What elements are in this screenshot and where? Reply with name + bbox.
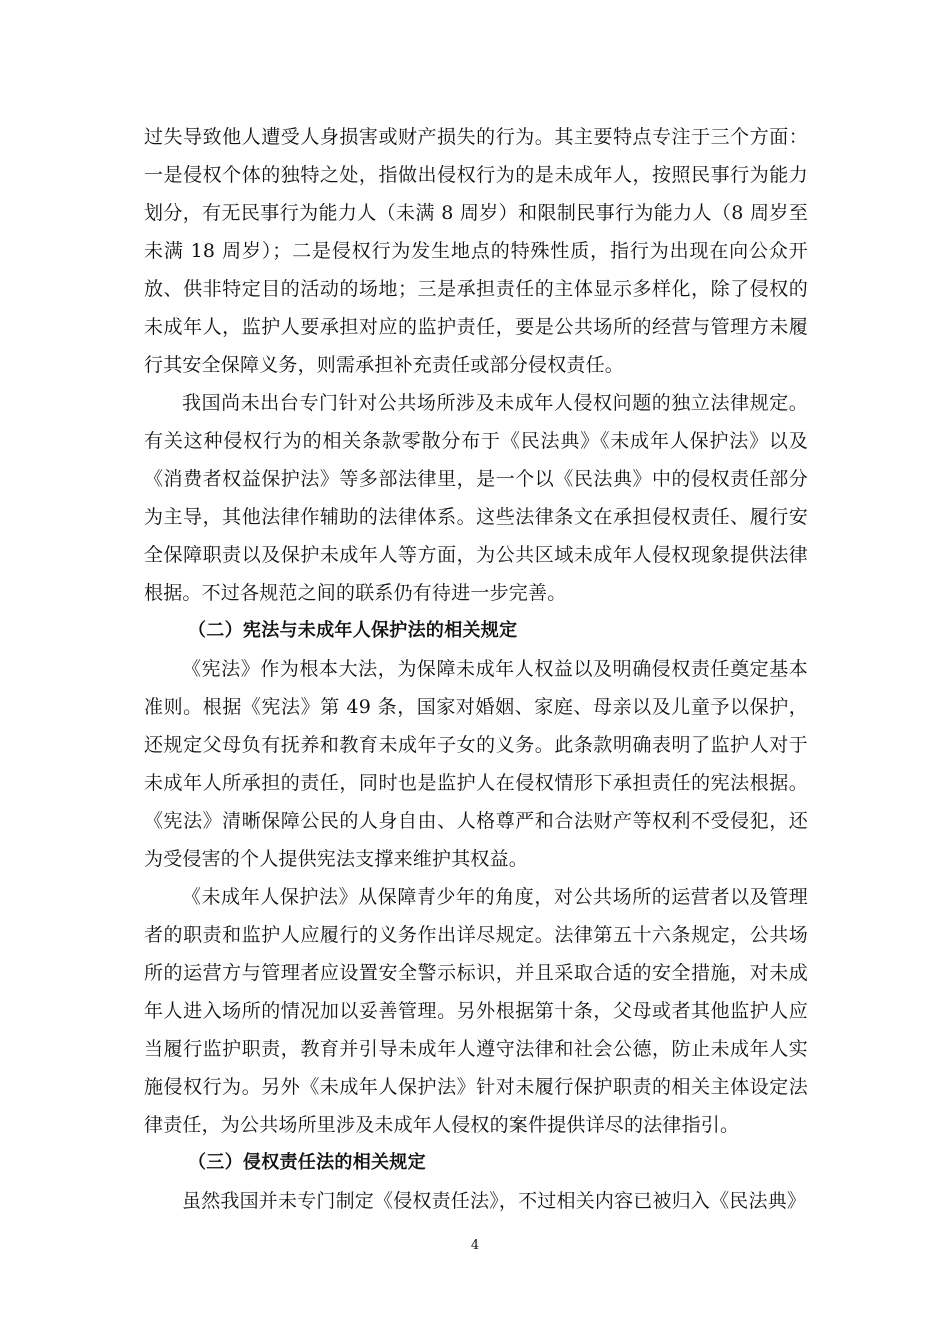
paragraph-legal-framework: 我国尚未出台专门针对公共场所涉及未成年人侵权问题的独立法律规定。有关这种侵权行为的相关条款零散分布于《民法典》《未成年人保护法》以及《消费者权益保护法》等多部法律里，是一个以《民法典》中的侵权责任部分为主导，其他法律作辅助的法律体系。这些法律条文在承担侵权责任、履行安全保障职责以及保护未成年人等方面，为公共区域未成年人侵权现象提供法律根据。不过各规范之间的联系仍有待进一步完善。: [144, 392, 808, 604]
paragraph-tort-law: 虽然我国并未专门制定《侵权责任法》，不过相关内容已被归入《民法典》: [182, 1190, 807, 1212]
paragraph-continued: 过失导致他人遭受人身损害或财产损失的行为。其主要特点专注于三个方面：一是侵权个体的独特之处，指做出侵权行为的是未成年人，按照民事行为能力划分，有无民事行为能力人（未满 8 周岁）和限制民事行为能力人（8 周岁至未满 18 周岁）；二是侵权行为发生地点的特殊性质，指行为出现在向公众开放、供非特定目的活动的场地；三是承担责任的主体显示多样化，除了侵权的未成年人，监护人要承担对应的监护责任，要是公共场所的经营与管理方未履行其安全保障义务，则需承担补充责任或部分侵权责任。: [144, 126, 808, 376]
page-number: 4: [470, 1238, 480, 1253]
paragraph-constitution: 《宪法》作为根本大法，为保障未成年人权益以及明确侵权责任奠定基本准则。根据《宪法》第 49 条，国家对婚姻、家庭、母亲以及儿童予以保护，还规定父母负有抚养和教育未成年子女的义务。此条款明确表明了监护人对于未成年人所承担的责任，同时也是监护人在侵权情形下承担责任的宪法根据。《宪法》清晰保障公民的人身自由、人格尊严和合法财产等权利不受侵犯，还为受侵害的个人提供宪法支撑来维护其权益。: [144, 658, 808, 870]
section-heading-tort-law: （三）侵权责任法的相关规定: [188, 1152, 426, 1173]
page-body: [144, 118, 808, 1220]
section-heading-constitution: （二）宪法与未成年人保护法的相关规定: [188, 620, 518, 641]
paragraph-minor-protection-law: 《未成年人保护法》从保障青少年的角度，对公共场所的运营者以及管理者的职责和监护人应履行的义务作出详尽规定。法律第五十六条规定，公共场所的运营方与管理者应设置安全警示标识，并且采取合适的安全措施，对未成年人进入场所的情况加以妥善管理。另外根据第十条，父母或者其他监护人应当履行监护职责，教育并引导未成年人遵守法律和社会公德，防止未成年人实施侵权行为。另外《未成年人保护法》针对未履行保护职责的相关主体设定法律责任，为公共场所里涉及未成年人侵权的案件提供详尽的法律指引。: [144, 886, 808, 1136]
